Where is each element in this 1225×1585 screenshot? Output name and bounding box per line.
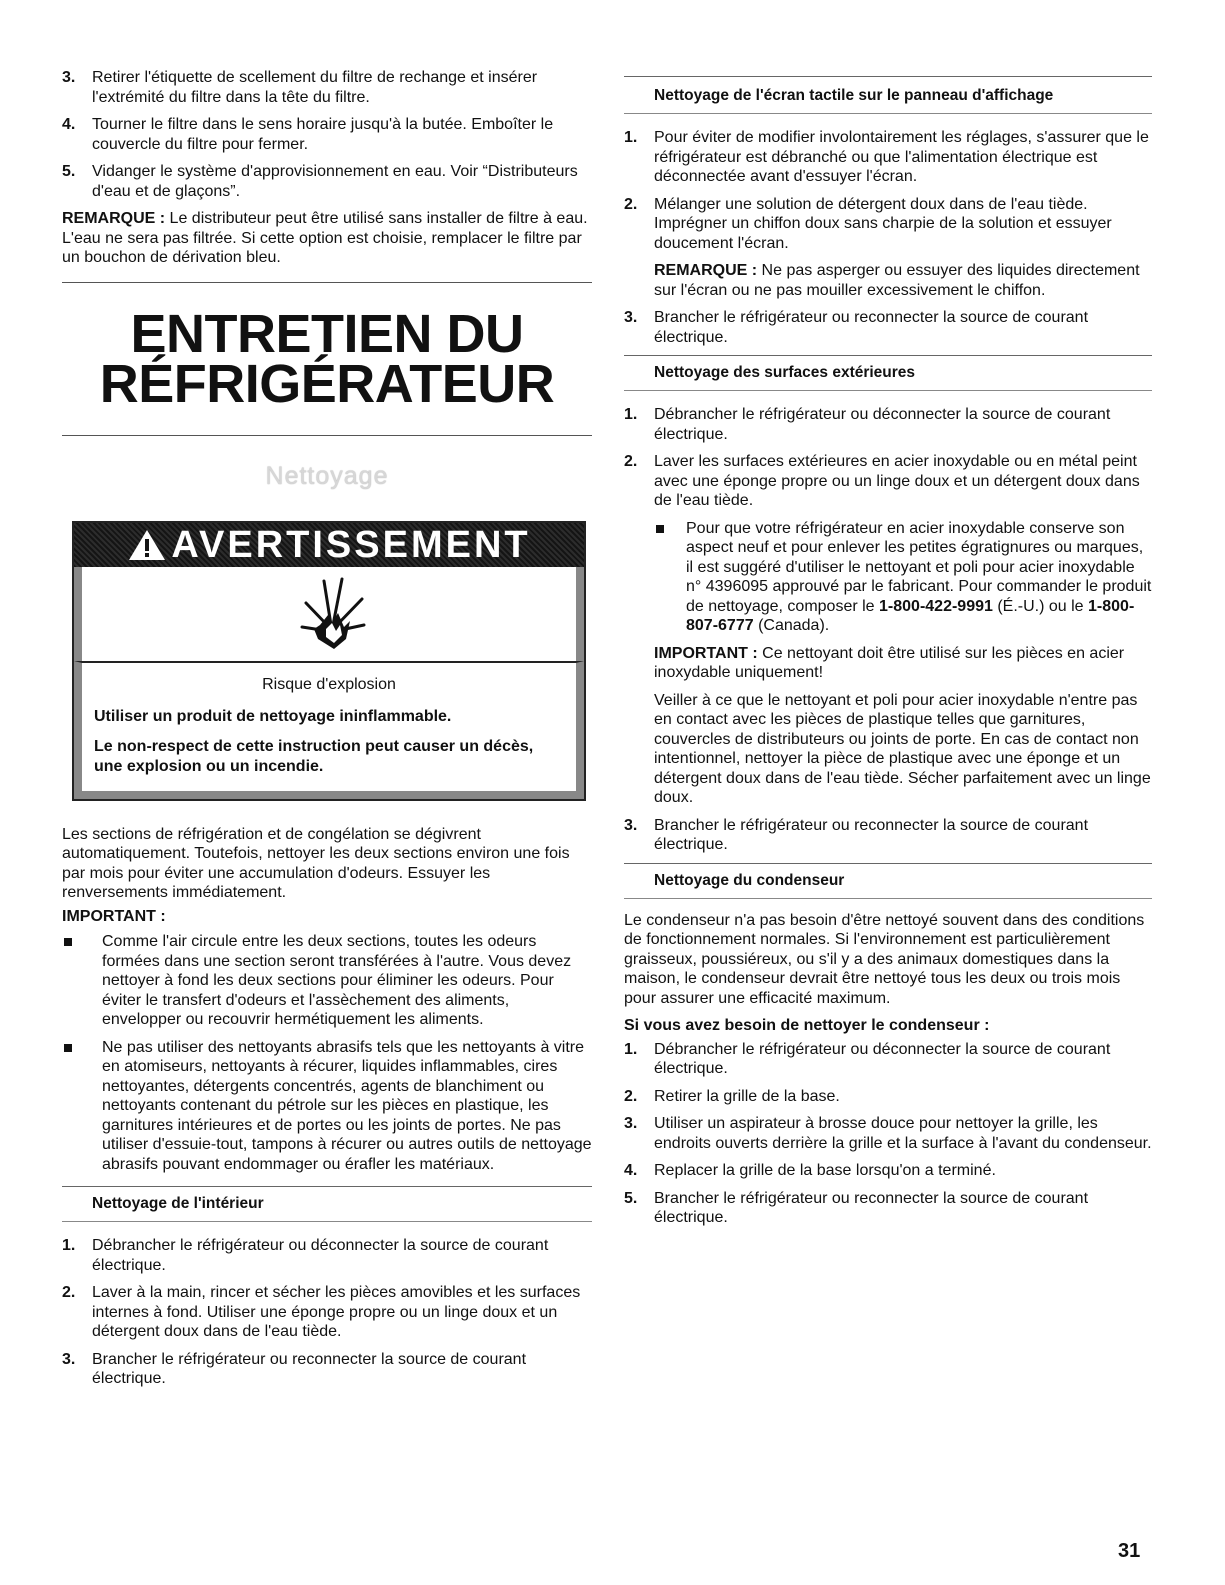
right-column [624,0,1152,1236]
phone-canada: 1-800-807-6777 [686,597,1135,634]
list-item: Ne pas utiliser des nettoyants abrasifs tels que les nettoyants à vitre en atomiseurs, nettoyants à récurer, liquides inflammables, cires nettoyantes, détergents concentrés, agents de blanchiment ou nettoyants contenant du pétrole sur les pièces en plastique, les garnitures intérieures et de portes ou les joints de portes. Ne pas utiliser d'essuie-tout, tampons à récurer ou autres outils de nettoyage abrasifs pouvant endommager ou érafler les matériaux. [62,1038,592,1175]
bullet-square-icon [64,938,72,946]
left-column [62,0,592,1397]
title-line-2: RÉFRIGÉRATEUR [99,353,555,414]
list-item: 5. Brancher le réfrigérateur ou reconnecter la source de courant électrique. [624,1189,1089,1226]
list-item: Pour que votre réfrigérateur en acier inoxydable conserve son aspect neuf et pour enlever les petites égratignures ou marques, il est suggéré d'utiliser le nettoyant et poli pour acier inoxydable n° 4396095 approuvé par le fabricant. Pour commander le produit de nettoyage, composer le 1-800-422-9991 (É.-U.) ou le 1-800-807-6777 (Canada). [654,519,1152,636]
important-label: IMPORTANT : [62,907,166,925]
condenser-paragraph: Le condenseur n'a pas besoin d'être nettoyé souvent dans des conditions de fonctionnement normales. Si l'environnement est particulièrement graisseux, poussiéreux, ou s'il y a des animaux domestiques dans la maison, le condenseur devrait être nettoyé tous les deux ou trois mois pour assurer une efficacité maximum. [624,911,1145,1007]
list-item: 1. Débrancher le réfrigérateur ou déconnecter la source de courant électrique. [624,406,1111,443]
warning-triangle-icon [127,528,167,572]
explosion-icon-area [74,567,584,661]
list-item: 5. Vidanger le système d'approvisionnement en eau. Voir “Distributeurs d'eau et de glaçons”. [62,163,578,200]
list-item: 2. Laver à la main, rincer et sécher les pièces amovibles et les surfaces internes à fond. Utiliser une éponge propre ou un linge doux et un détergent doux dans de l'eau tiède. [62,1284,581,1340]
title-line-1: ENTRETIEN DU [130,303,524,364]
screen-steps-list [624,128,1152,347]
list-item: 4. Replacer la grille de la base lorsqu'on a terminé. [624,1162,996,1179]
bullet-square-icon [64,1044,72,1052]
condenser-subheading: Si vous avez besoin de nettoyer le condenseur : [624,1017,990,1034]
condenser-cleaning-heading: Nettoyage du condenseur [624,863,1152,899]
warning-line-1: Utiliser un produit de nettoyage ininflammable. [94,707,452,725]
list-item: 3. Brancher le réfrigérateur ou reconnecter la source de courant électrique. [624,816,1089,853]
divider [62,435,592,436]
warning-line-2: Le non-respect de cette instruction peut causer un décès, une explosion ou un incendie. [94,737,534,775]
list-item: 3. Utiliser un aspirateur à brosse douce pour nettoyer la grille, les endroits ouverts derrière la grille et la surface à l'avant du condenseur. [624,1115,1152,1152]
warning-box [72,521,586,801]
phone-us: 1-800-422-9991 [879,597,993,615]
page-number: 31 [1118,1540,1141,1562]
important-note: IMPORTANT : Ce nettoyant doit être utilisé sur les pièces en acier inoxydable uniquement! [654,644,1125,681]
list-item: 2. Mélanger une solution de détergent doux dans de l'eau tiède. Imprégner un chiffon doux sans charpie de la solution et essuyer doucement l'écran. REMARQUE : Ne pas asperger ou essuyer des liquides directement sur l'écran ou ne pas mouiller excessivement le chiffon. [624,195,1152,301]
list-item: 3. Retirer l'étiquette de scellement du filtre de rechange et insérer l'extrémité du filtre dans la tête du filtre. [62,69,538,106]
screen-remark: REMARQUE : Ne pas asperger ou essuyer des liquides directement sur l'écran ou ne pas mouiller excessivement le chiffon. [654,262,1140,299]
hazard-title: Risque d'explosion [262,675,396,693]
filter-steps-list [62,68,592,201]
stainless-caution: Veiller à ce que le nettoyant et poli pour acier inoxydable n'entre pas en contact avec les pièces de plastique telles que garnitures, couvercles de distributeurs ou joints de porte. En cas de contact non intentionnel, nettoyer la pièce de plastique avec une éponge et un détergent doux dans de l'eau tiède. Sécher parfaitement avec un linge doux. [654,691,1151,806]
divider [62,282,592,283]
exterior-steps-list [624,405,1152,855]
remark-paragraph: REMARQUE : Le distributeur peut être utilisé sans installer de filtre à eau. L'eau ne sera pas filtrée. Si cette option est choisie, remplacer le filtre par un bouchon de dérivation bleu. [62,210,588,266]
list-item: Comme l'air circule entre les deux sections, toutes les odeurs formées dans une section seront transférées à l'autre. Vous devez nettoyer à fond les deux sections pour éliminer les odeurs. Pour éviter le transfert d'odeurs et l'assèchement des aliments, envelopper ou recouvrir hermétiquement les aliments. [62,932,592,1030]
interior-cleaning-heading: Nettoyage de l'intérieur [62,1186,592,1222]
exterior-cleaning-heading: Nettoyage des surfaces extérieures [624,355,1152,391]
screen-cleaning-heading: Nettoyage de l'écran tactile sur le panneau d'affichage [624,76,1152,114]
defrost-paragraph: Les sections de réfrigération et de congélation se dégivrent automatiquement. Toutefois, nettoyer les deux sections environ une fois par mois pour éviter une accumulation d'odeurs. Essuyer les renversements immédiatement. [62,825,570,901]
list-item: 3. Brancher le réfrigérateur ou reconnecter la source de courant électrique. [624,309,1089,346]
condenser-steps-list [624,1040,1152,1228]
list-item: 1. Débrancher le réfrigérateur ou déconnecter la source de courant électrique. [62,1237,549,1274]
bullet-square-icon [656,525,664,533]
important-bullets [62,932,592,1174]
warning-header: AVERTISSEMENT [74,523,584,567]
list-item: 2. Laver les surfaces extérieures en acier inoxydable ou en métal peint avec une éponge propre ou un linge doux et un détergent doux dans de l'eau tiède. Pour que votre réfrigérateur en acier inoxydable conserve son aspect neuf et pour enlever les petites égratignures ou marques, il est suggéré d'utiliser le nettoyant et poli pour acier inoxydable n° 4396095 approuvé par le fabricant. Pour commander le produit de nettoyage, composer le 1-800-422-9991 (É.-U.) ou le 1-800-807-6777 (Canada). IMPORTANT : Ce nettoyant doit être utilisé sur les pièces en acier inoxydable uniquement! Veiller à ce que le nettoyant et poli pour acier inoxydable n'entre pas en contact avec les pièces de plastique telles que garnitures, couvercles de distributeurs ou joints de porte. En cas de contact non intentionnel, nettoyer la pièce de plastique avec une éponge et un détergent doux dans de l'eau tiède. Sécher parfaitement avec un linge doux. [624,453,1152,806]
exterior-bullets [654,519,1152,636]
explosion-icon [298,577,368,653]
section-title: Nettoyage [265,461,389,490]
list-item: 1. Débrancher le réfrigérateur ou déconnecter la source de courant électrique. [624,1040,1111,1077]
list-item: 1. Pour éviter de modifier involontairement les réglages, s'assurer que le réfrigérateur est débranché ou que l'alimentation électrique est déconnectée avant d'essuyer l'écran. [624,129,1149,185]
list-item: 4. Tourner le filtre dans le sens horaire jusqu'à la butée. Emboîter le couvercle du filtre pour fermer. [62,116,554,153]
list-item: 2. Retirer la grille de la base. [624,1087,840,1105]
interior-steps-list [62,1236,592,1389]
page-title [62,303,592,414]
list-item: 3. Brancher le réfrigérateur ou reconnecter la source de courant électrique. [62,1350,527,1387]
warning-text [74,661,584,799]
